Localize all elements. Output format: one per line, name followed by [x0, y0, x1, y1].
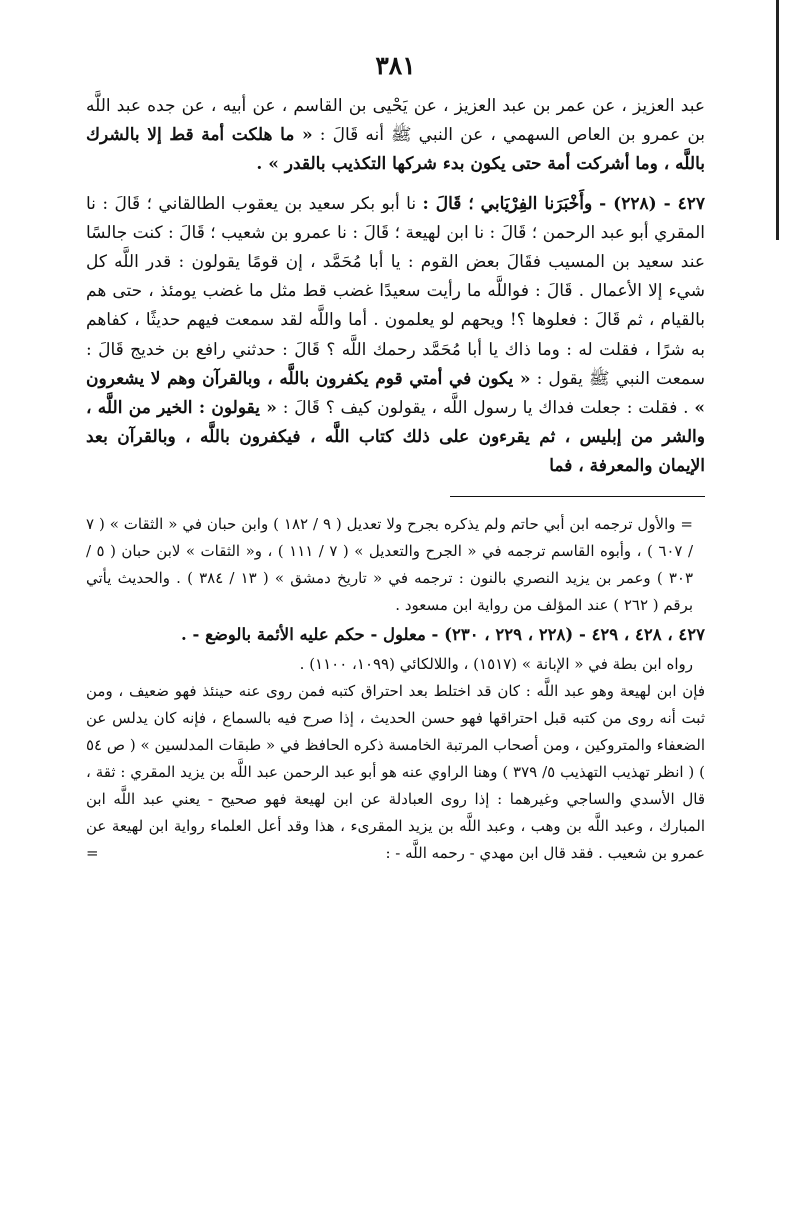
main-paragraph-1 [86, 92, 705, 180]
hadith-text-2: . فقلت : جعلت فداك يا رسول اللَّه ، يقولون كيف ؟ قَالَ : [282, 398, 689, 419]
hadith-heading: ٤٢٧ - (٢٢٨) - وأَخْبَرَنا الفِرْيَابي ؛ قَالَ : [422, 193, 705, 214]
main-paragraph-2 [86, 190, 705, 482]
hadith-text-1: نا أبو بكر سعيد بن يعقوب الطالقاني ؛ قَالَ : نا المقري أبو عبد الرحمن ؛ قَالَ : نا ابن لهيعة ؛ قَالَ : نا عمرو بن شعيب ؛ قَالَ : كنت جالسًا عند سعيد بن المسيب فقَالَ بعض القوم : يا أبا مُحَمَّد ، إن قومًا يقولون : قدر اللَّه كل شيء إلا الأعمال . قَالَ : فواللَّه ما رأيت سعيدًا غضب قط مثل ما غضب يومئذ ، حتى هم بالقيام ، ثم قَالَ : فعلوها ؟! ويحهم لو يعلمون . أما واللَّه لقد سمعت فيهم حديثًا ، كفاهم به شرًا ، فقلت له : وما ذاك يا أبا مُحَمَّد رحمك اللَّه ؟ قَالَ : حدثني رافع بن خديج قَالَ : سمعت النبي ﷺ يقول : [86, 193, 705, 389]
footnote-1: = والأول ترجمه ابن أبي حاتم ولم يذكره بجرح ولا تعديل ( ٩ / ١٨٢ ) وابن حبان في « الثقات » ( ٧ / ٦٠٧ ) ، وأبوه القاسم ترجمه في « الجرح والتعديل » ( ٧ / ١١١ ) ، و« الثقات » لابن حبان ( ٥ / ٣٠٣ ) وعمر بن يزيد النصري بالنون : ترجمه في « تاريخ دمشق » ( ١٣ / ٣٨٤ ) . والحديث يأتي برقم ( ٢٦٢ ) عند المؤلف من رواية ابن مسعود . [86, 514, 694, 614]
footnote-2-heading: ٤٢٧ ، ٤٢٨ ، ٤٢٩ - (٢٢٨ ، ٢٢٩ ، ٢٣٠) - معلول - حكم عليه الأئمة بالوضع - . [181, 624, 705, 644]
page-edge-mark [776, 0, 779, 240]
hadith-bold-2: « يقولون : الخير من اللَّه ، والشر من إبليس ، ثم يقرءون على ذلك كتاب اللَّه ، فيكفرون باللَّه ، وبالقرآن بعد الإيمان والمعرفة ، فما [86, 398, 705, 477]
footnote-2-body [86, 678, 705, 867]
footnote-2-body-text: فإن ابن لهيعة وهو عبد اللَّه : كان قد اختلط بعد احتراق كتبه فمن روى عنه حينئذ فهو ضعيف ، ومن ثبت أنه روى من كتبه قبل احتراقها فهو حسن الحديث ، إذا صرح فيه بالسماع ، فإنه كان يدلس عن الضعفاء والمتروكين ، ومن أصحاب المرتبة الخامسة ذكره الحافظ في « طبقات المدلسين » ( ص ٥٤ ) ( انظر تهذيب التهذيب ٥/ ٣٧٩ ) وهنا الراوي عنه هو أبو عبد الرحمن عبد اللَّه بن يزيد المقري : ثقة ، قال الأسدي والساجي وغيرهما : إذا روى العبادلة عن ابن لهيعة فهو صحيح - يعني عبد اللَّه ابن المبارك ، وعبد اللَّه بن وهب ، وعبد اللَّه بن يزيد المقرىء ، هذا وقد أعل العلماء رواية ابن لهيعة عن عمرو بن شعيب . فقد قال ابن مهدي - رحمه اللَّه - : [86, 681, 705, 862]
page-number: ٣٨١ [375, 51, 416, 80]
footnote-2-source: رواه ابن بطة في « الإبانة » (١٥١٧) ، واللالكائي (١٠٩٩، ١١٠٠) . [299, 654, 693, 673]
para1-text: عبد العزيز ، عن عمر بن عبد العزيز ، عن يَحْيى بن القاسم ، عن أبيه ، عن جده عبد اللَّه بن عمرو بن العاص السهمي ، عن النبي ﷺ أنه قَالَ : [86, 96, 706, 146]
footnote-continuation-mark: = [86, 843, 99, 862]
footnote-divider [450, 496, 705, 497]
para1-bold-hadith: « ما هلكت أمة قط إلا بالشرك باللَّه ، وما أشركت أمة حتى يكون بدء شركها التكذيب بالقدر » . [86, 125, 705, 175]
hadith-bold-1: « يكون في أمتي قوم يكفرون باللَّه ، وبالقرآن وهم لا يشعرون » [86, 368, 705, 419]
